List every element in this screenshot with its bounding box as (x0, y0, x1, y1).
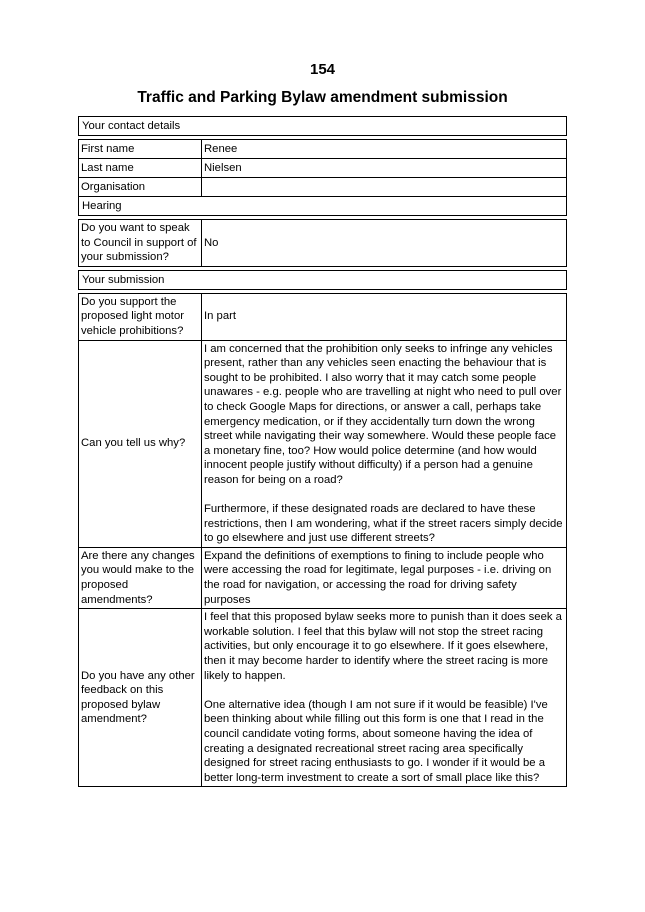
row-tell-us-why (78, 341, 567, 548)
section-contact-details: Your contact details (78, 116, 567, 136)
support-prohibitions-value: In part (204, 310, 237, 323)
last-name-value: Nielsen (204, 161, 242, 174)
first-name-label: First name (79, 140, 202, 158)
document-title: Traffic and Parking Bylaw amendment submission (137, 89, 508, 106)
speak-to-council-value: No (204, 236, 219, 249)
row-support-prohibitions (78, 293, 567, 341)
section-your-submission: Your submission (78, 270, 567, 290)
submission-form (78, 116, 567, 787)
proposed-changes-value: Expand the definitions of exemptions to fining to include people who were accessing the road for legitimate, legal purposes - i.e. driving on the road for navigation, or accessing the road for driving safety purposes (204, 549, 555, 606)
row-last-name (78, 159, 567, 178)
row-proposed-changes (78, 548, 567, 609)
speak-to-council-label: Do you want to speak to Council in support of your submission? (79, 220, 202, 266)
tell-us-why-label: Can you tell us why? (79, 341, 202, 547)
other-feedback-label: Do you have any other feedback on this proposed bylaw amendment? (79, 609, 202, 786)
first-name-value: Renee (204, 142, 238, 155)
proposed-changes-label: Are there any changes you would make to the proposed amendments? (79, 548, 202, 608)
page-number: 154 (309, 61, 336, 78)
row-speak-to-council (78, 219, 567, 267)
row-first-name (78, 139, 567, 159)
other-feedback-value: I feel that this proposed bylaw seeks more to punish than it does seek a workable solution. I feel that this bylaw will not stop the street racing activities, but only encourage it to go elsewhere. If it goes elsewhere, then it may become harder to identify where the street racing is more likely to happen. One alternative idea (though I am not sure if it would be feasible) I've been thinking about while filling out this form is one that I read in the council candidate voting forms, about someone having the idea of creating a designated recreational street racing area specifically designed for street racing enthusiasts to go. I wonder if it would be a better long-term investment to create a sort of small place like this? (204, 611, 562, 784)
row-organisation (78, 178, 567, 197)
organisation-label: Organisation (79, 178, 202, 196)
support-prohibitions-label: Do you support the proposed light motor vehicle prohibitions? (79, 294, 202, 340)
tell-us-why-value: I am concerned that the prohibition only seeks to infringe any vehicles present, rather than any vehicles seen enacting the behaviour that is sought to be prohibited. I also worry that it may catch some people unawares - e.g. people who are travelling at night who need to pull over to check Google Maps for directions, or answer a call, perhaps take emergency medication, or if they accidentally turn down the wrong street while navigating their way somewhere. Would these people face a monetary fine, too? How would police determine (and how would innocent people justify without difficulty) if a person had a genuine reason for being on a road? Furthermore, if these designated roads are declared to have these restrictions, then I am wondering, what if the street racers simply decide to go elsewhere and just use different streets? (204, 342, 563, 545)
section-hearing: Hearing (78, 197, 567, 216)
last-name-label: Last name (79, 159, 202, 177)
row-other-feedback (78, 609, 567, 787)
organisation-value (202, 178, 566, 196)
